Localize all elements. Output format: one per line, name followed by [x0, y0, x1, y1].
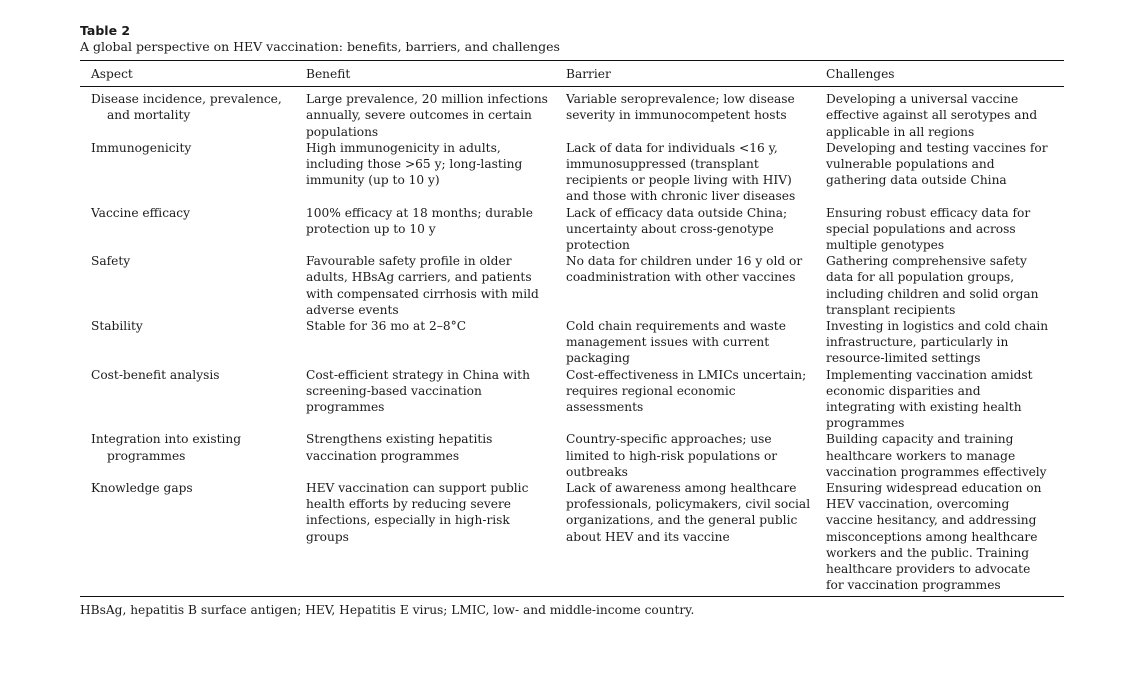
table-container [80, 22, 1064, 618]
cell-benefit: 100% efficacy at 18 months; durable protection up to 10 y [306, 205, 533, 236]
cell-challenges: Gathering comprehensive safety data for all population groups, including children and solid organ transplant recipients [826, 254, 1039, 317]
cell-barrier: Cold chain requirements and waste management issues with current packaging [566, 319, 786, 366]
cell-aspect: Knowledge gaps [91, 481, 193, 496]
cell-barrier: Lack of data for individuals <16 y, immunosuppressed (transplant recipients or people living with HIV) and those with chronic liver diseases [566, 140, 796, 204]
table-row [80, 87, 1064, 140]
cell-challenges: Developing a universal vaccine effective against all serotypes and applicable in all regions [826, 92, 1038, 139]
table-row [80, 431, 1064, 480]
cell-aspect: Vaccine efficacy [91, 205, 191, 220]
cell-benefit: Strengthens existing hepatitis vaccination programmes [306, 432, 493, 463]
cell-benefit: Stable for 36 mo at 2–8°C [306, 319, 467, 334]
table-row [80, 318, 1064, 367]
cell-challenges: Developing and testing vaccines for vulnerable populations and gathering data outside China [826, 140, 1048, 188]
cell-benefit: HEV vaccination can support public health efforts by reducing severe infections, especially in high-risk groups [306, 481, 529, 544]
cell-benefit: High immunogenicity in adults, including those >65 y; long-lasting immunity (up to 10 y) [306, 140, 523, 188]
table-row [80, 140, 1064, 205]
cell-benefit: Cost-efficient strategy in China with screening-based vaccination programmes [306, 367, 530, 415]
cell-challenges: Ensuring widespread education on HEV vaccination, overcoming vaccine hesitancy, and addressing misconceptions among healthcare workers and the public. Training healthcare providers to advocate for vaccination programmes [826, 481, 1042, 593]
cell-barrier: Lack of awareness among healthcare professionals, policymakers, civil social organizations, and the general public about HEV and its vaccine [566, 481, 811, 544]
cell-challenges: Ensuring robust efficacy data for special populations and across multiple genotypes [826, 205, 1031, 253]
cell-aspect: Disease incidence, prevalence, and mortality [91, 92, 282, 123]
cell-aspect: Immunogenicity [91, 140, 192, 155]
table-row [80, 480, 1064, 596]
cell-aspect: Stability [91, 319, 143, 334]
cell-barrier: Lack of efficacy data outside China; uncertainty about cross-genotype protection [566, 205, 788, 253]
header-aspect: Aspect [80, 61, 306, 87]
cell-challenges: Building capacity and training healthcare workers to manage vaccination programmes effectively [826, 432, 1047, 479]
cell-aspect: Safety [91, 254, 131, 269]
cell-benefit: Large prevalence, 20 million infections annually, severe outcomes in certain populations [306, 92, 548, 139]
table-caption: A global perspective on HEV vaccination: benefits, barriers, and challenges [80, 39, 560, 54]
cell-aspect: Integration into existing programmes [91, 432, 242, 463]
table-row [80, 253, 1064, 318]
cell-challenges: Investing in logistics and cold chain infrastructure, particularly in resource-limited settings [826, 319, 1049, 366]
cell-barrier: No data for children under 16 y old or coadministration with other vaccines [566, 254, 803, 285]
table-footnote: HBsAg, hepatitis B surface antigen; HEV, Hepatitis E virus; LMIC, low- and middle-income country. [80, 602, 695, 617]
table-row [80, 205, 1064, 254]
header-row [80, 61, 1064, 87]
header-barrier: Barrier [566, 61, 826, 87]
cell-barrier: Cost-effectiveness in LMICs uncertain; requires regional economic assessments [566, 367, 807, 415]
cell-barrier: Country-specific approaches; use limited to high-risk populations or outbreaks [566, 432, 778, 479]
header-challenges: Challenges [826, 61, 1064, 87]
cell-aspect: Cost-benefit analysis [91, 367, 220, 382]
data-table [80, 60, 1064, 597]
table-header [80, 61, 1064, 87]
cell-barrier: Variable seroprevalence; low disease severity in immunocompetent hosts [566, 92, 795, 123]
table-row [80, 367, 1064, 432]
cell-challenges: Implementing vaccination amidst economic disparities and integrating with existing health programmes [826, 367, 1033, 431]
table-label: Table 2 [80, 23, 131, 38]
table-body [80, 87, 1064, 596]
header-benefit: Benefit [306, 61, 566, 87]
cell-benefit: Favourable safety profile in older adults, HBsAg carriers, and patients with compensated cirrhosis with mild adverse events [306, 254, 539, 317]
